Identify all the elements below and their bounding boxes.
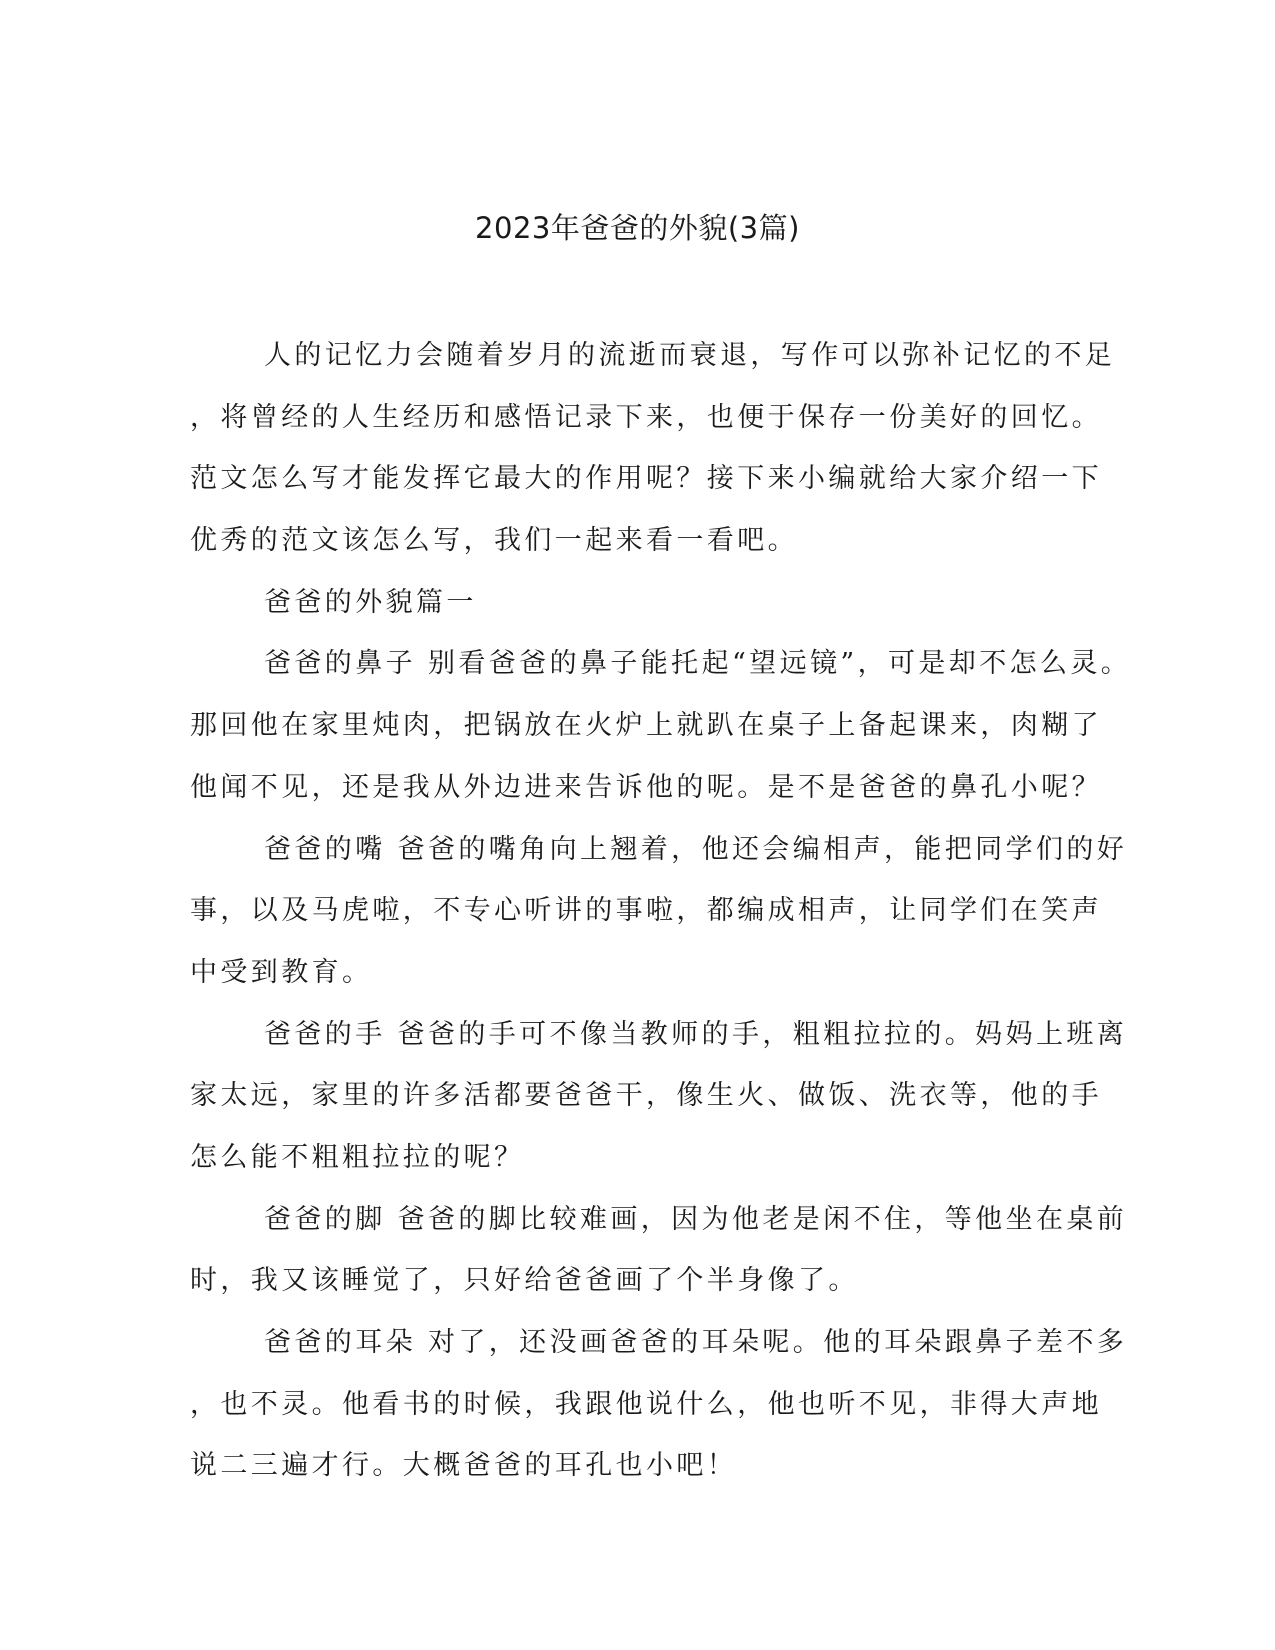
paragraph-line: 爸爸的嘴 爸爸的嘴角向上翘着，他还会编相声，能把同学们的好 xyxy=(264,833,1128,865)
paragraph-nose xyxy=(190,633,1132,818)
section-heading xyxy=(190,572,1090,634)
section-heading-text: 爸爸的外貌篇一 xyxy=(264,586,477,618)
paragraph-ears xyxy=(190,1312,1128,1497)
paragraph-line: 爸爸的耳朵 对了，还没画爸爸的耳朵呢。他的耳朵跟鼻子差不多 xyxy=(264,1327,1128,1358)
paragraph-mouth xyxy=(190,819,1128,1004)
document-body xyxy=(190,325,1132,1497)
paragraph-line: 爸爸的手 爸爸的手可不像当教师的手，粗粗拉拉的。妈妈上班离 xyxy=(264,1018,1128,1050)
paragraph-line: ，也不灵。他看书的时候，我跟他说什么，他也听不见，非得大声地 xyxy=(190,1388,1102,1420)
paragraph-line: 爸爸的脚 爸爸的脚比较难画，因为他老是闲不住，等他坐在桌前 xyxy=(264,1203,1128,1235)
paragraph-feet xyxy=(190,1189,1128,1312)
paragraph-line: 事，以及马虎啦，不专心听讲的事啦，都编成相声，让同学们在笑声 xyxy=(190,895,1102,927)
paragraph-line: 优秀的范文该怎么写，我们一起来看一看吧。 xyxy=(190,525,798,557)
paragraph-line: 爸爸的鼻子 别看爸爸的鼻子能托起“望远镜”，可是却不怎么灵。 xyxy=(264,648,1132,680)
paragraph-line: ，将曾经的人生经历和感悟记录下来，也便于保存一份美好的回忆。 xyxy=(190,401,1102,433)
paragraph-hands xyxy=(190,1004,1128,1189)
document-title: 2023年爸爸的外貌(3篇) xyxy=(475,211,800,245)
paragraph-line: 时，我又该睡觉了，只好给爸爸画了个半身像了。 xyxy=(190,1265,859,1297)
paragraph-line: 怎么能不粗粗拉拉的呢？ xyxy=(190,1141,525,1173)
paragraph-line: 家太远，家里的许多活都要爸爸干，像生火、做饭、洗衣等，他的手 xyxy=(190,1080,1102,1112)
paragraph-line: 中受到教育。 xyxy=(190,956,373,988)
paragraph-line: 他闻不见，还是我从外边进来告诉他的呢。是不是爸爸的鼻孔小呢？ xyxy=(190,771,1102,803)
paragraph-line: 那回他在家里炖肉，把锅放在火炉上就趴在桌子上备起课来，肉糊了 xyxy=(190,710,1102,742)
paragraph-line: 说二三遍才行。大概爸爸的耳孔也小吧！ xyxy=(190,1450,738,1482)
paragraph-intro xyxy=(190,325,1116,572)
paragraph-line: 人的记忆力会随着岁月的流逝而衰退，写作可以弥补记忆的不足 xyxy=(264,340,1116,371)
paragraph-line: 范文怎么写才能发挥它最大的作用呢？接下来小编就给大家介绍一下 xyxy=(190,463,1102,495)
